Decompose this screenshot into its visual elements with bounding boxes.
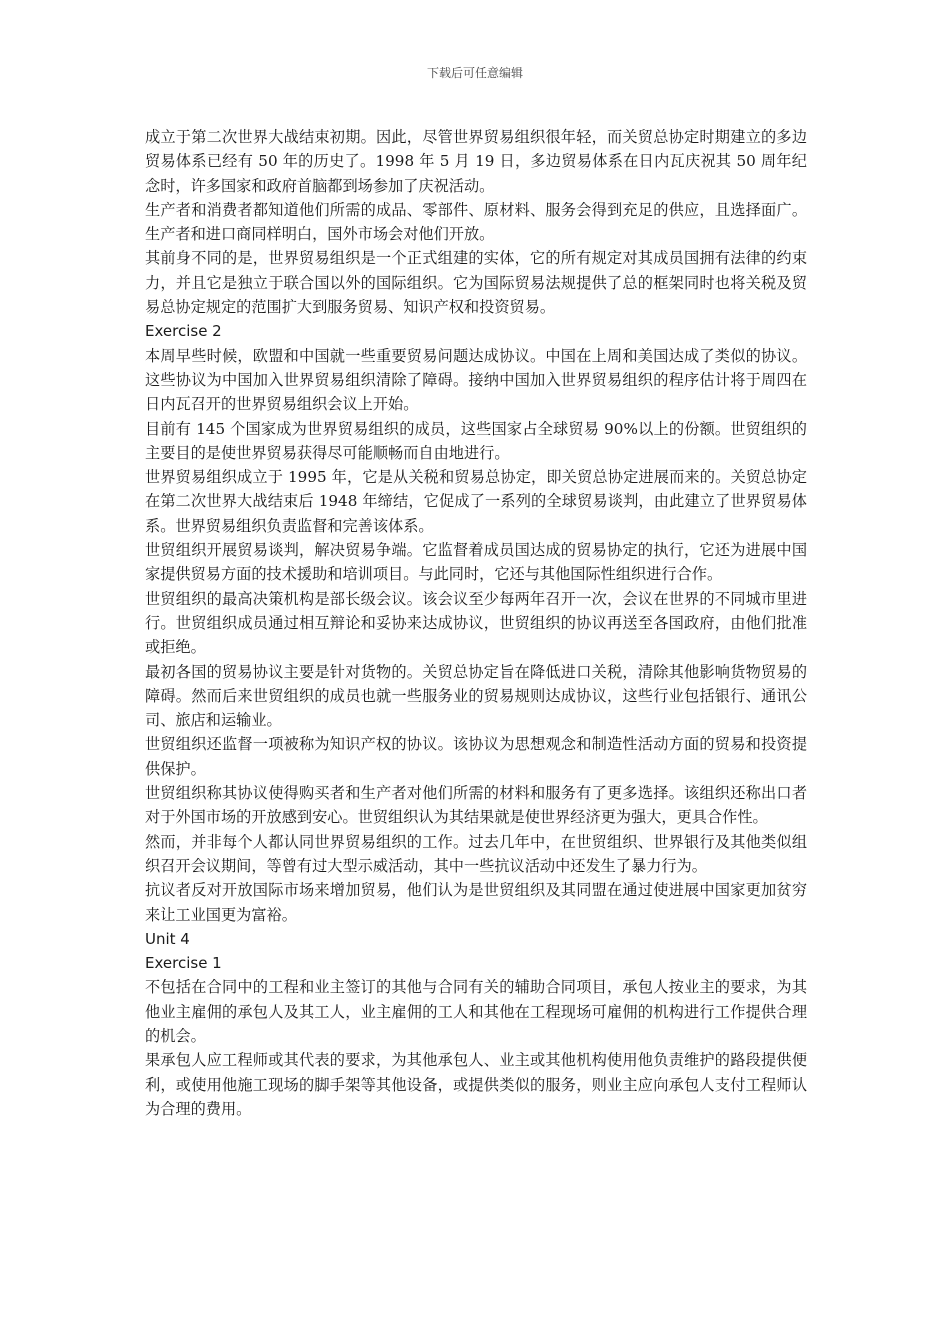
paragraph-1: 成立于第二次世界大战结束初期。因此，尽管世界贸易组织很年轻，而关贸总协定时期建立的多边贸易体系已经有 50 年的历史了。1998 年 5 月 19 日，多边贸易体系在日内瓦庆祝其 50 周年纪念时，许多国家和政府首脑都到场参加了庆祝活动。 bbox=[145, 128, 807, 195]
paragraph-15: 果承包人应工程师或其代表的要求，为其他承包人、业主或其他机构使用他负责维护的路段提供便利，或使用他施工现场的脚手架等其他设备，或提供类似的服务，则业主应向承包人支付工程师认为合理的费用。 bbox=[145, 1051, 807, 1118]
exercise-2-heading: Exercise 2 bbox=[145, 322, 222, 341]
paragraph-3: 其前身不同的是，世界贸易组织是一个正式组建的实体，它的所有规定对其成员国拥有法律的约束力，并且它是独立于联合国以外的国际组织。它为国际贸易法规提供了总的框架同时也将关税及贸易总协定规定的范围扩大到服务贸易、知识产权和投资贸易。 bbox=[145, 249, 807, 317]
paragraph-12: 然而，并非每个人都认同世界贸易组织的工作。过去几年中，在世贸组织、世界银行及其他类似组织召开会议期间，等曾有过大型示威活动，其中一些抗议活动中还发生了暴力行为。 bbox=[145, 832, 807, 875]
paragraph-9: 最初各国的贸易协议主要是针对货物的。关贸总协定旨在降低进口关税，清除其他影响货物贸易的障碍。然而后来世贸组织的成员也就一些服务业的贸易规则达成协议，这些行业包括银行、通讯公司、旅店和运输业。 bbox=[145, 662, 807, 730]
document-body bbox=[145, 125, 807, 1121]
page-header-note: 下载后可任意编辑 bbox=[426, 66, 523, 80]
paragraph-5: 目前有 145 个国家成为世界贸易组织的成员，这些国家占全球贸易 90%以上的份额。世贸组织的主要目的是使世界贸易获得尽可能顺畅而自由地进行。 bbox=[145, 419, 807, 462]
unit-4-heading: Unit 4 bbox=[145, 929, 190, 948]
exercise-1-heading: Exercise 1 bbox=[145, 954, 222, 973]
paragraph-7: 世贸组织开展贸易谈判，解决贸易争端。它监督着成员国达成的贸易协定的执行，它还为进展中国家提供贸易方面的技术援助和培训项目。与此同时，它还与其他国际性组织进行合作。 bbox=[145, 541, 807, 584]
paragraph-10: 世贸组织还监督一项被称为知识产权的协议。该协议为思想观念和制造性活动方面的贸易和投资提供保护。 bbox=[145, 735, 807, 778]
paragraph-2: 生产者和消费者都知道他们所需的成品、零部件、原材料、服务会得到充足的供应，且选择面广。生产者和进口商同样明白，国外市场会对他们开放。 bbox=[145, 200, 807, 244]
paragraph-14: 不包括在合同中的工程和业主签订的其他与合同有关的辅助合同项目，承包人按业主的要求，为其他业主雇佣的承包人及其工人，业主雇佣的工人和其他在工程现场可雇佣的机构进行工作提供合理的机会。 bbox=[145, 978, 807, 1045]
paragraph-4: 本周早些时候，欧盟和中国就一些重要贸易问题达成协议。中国在上周和美国达成了类似的协议。这些协议为中国加入世界贸易组织清除了障碍。接纳中国加入世界贸易组织的程序估计将于周四在日内瓦召开的世界贸易组织会议上开始。 bbox=[145, 346, 807, 414]
paragraph-13: 抗议者反对开放国际市场来增加贸易，他们认为是世贸组织及其同盟在通过使进展中国家更加贫穷来让工业国更为富裕。 bbox=[145, 881, 807, 924]
paragraph-8: 世贸组织的最高决策机构是部长级会议。该会议至少每两年召开一次，会议在世界的不同城市里进行。世贸组织成员通过相互辩论和妥协来达成协议，世贸组织的协议再送至各国政府，由他们批准或拒绝。 bbox=[145, 589, 807, 657]
paragraph-11: 世贸组织称其协议使得购买者和生产者对他们所需的材料和服务有了更多选择。该组织还称出口者对于外国市场的开放感到安心。世贸组织认为其结果就是使世界经济更为强大，更具合作性。 bbox=[145, 784, 807, 827]
paragraph-6: 世界贸易组织成立于 1995 年，它是从关税和贸易总协定，即关贸总协定进展而来的。关贸总协定在第二次世界大战结束后 1948 年缔结，它促成了一系列的全球贸易谈判，由此建立了世界贸易体系。世界贸易组织负责监督和完善该体系。 bbox=[145, 468, 807, 535]
